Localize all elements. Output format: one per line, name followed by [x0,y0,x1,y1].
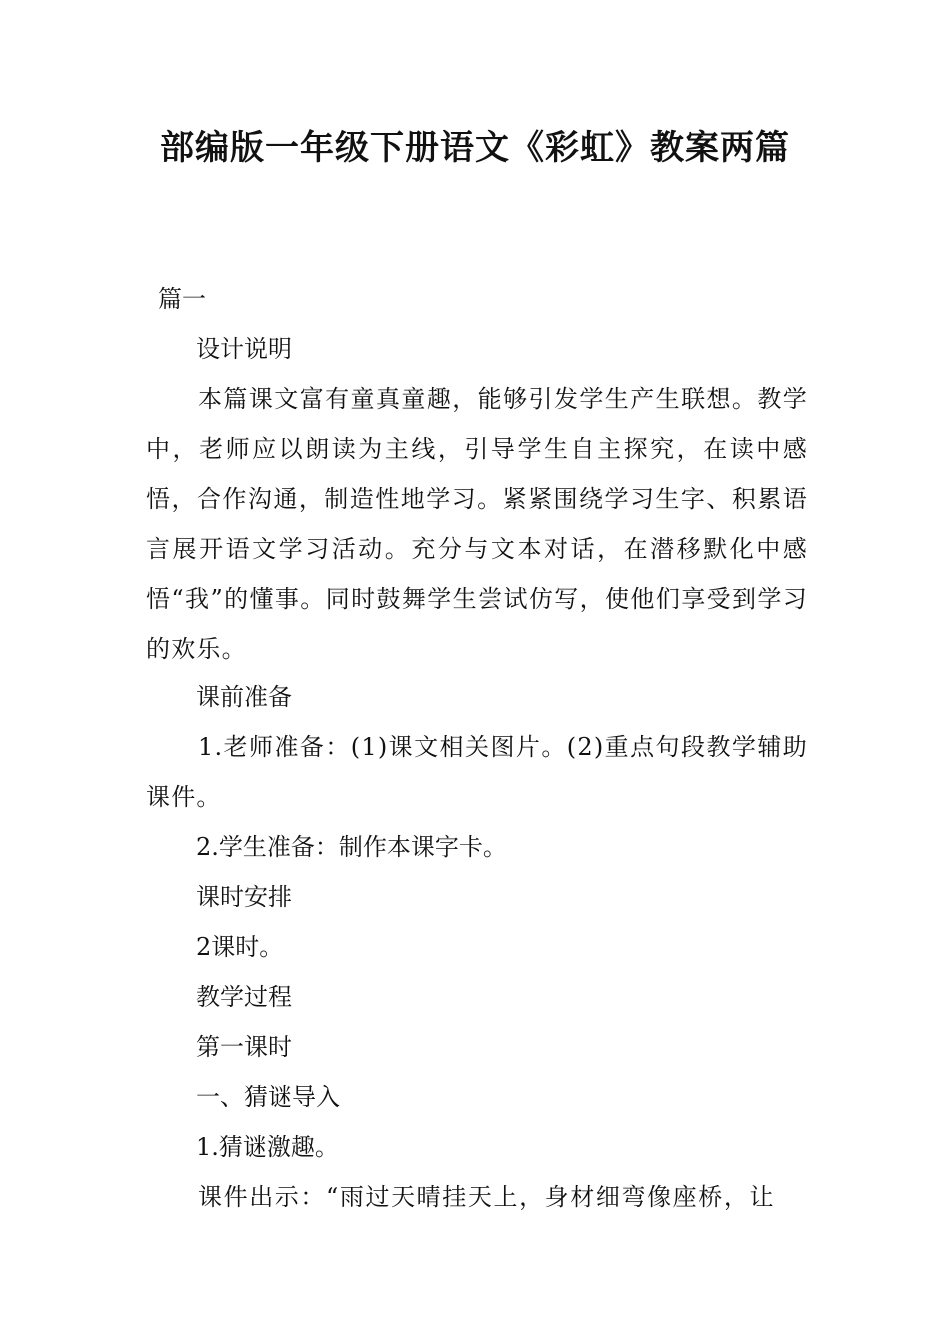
prep-heading: 课前准备 [196,683,292,711]
lesson-one-heading: 第一课时 [196,1033,292,1061]
prep-student: 2.学生准备：制作本课字卡。 [196,833,507,861]
step-one-item: 1.猜谜激趣。 [196,1133,339,1161]
document-title: 部编版一年级下册语文《彩虹》教案两篇 [160,128,790,168]
design-paragraph: 本篇课文富有童真童趣，能够引发学生产生联想。教学中，老师应以朗读为主线，引导学生自主探究，在读中感悟，合作沟通，制造性地学习。紧紧围绕学习生字、积累语言展开语文学习活动。充分与文本对话，在潜移默化中感悟“我”的懂事。同时鼓舞学生尝试仿写，使他们享受到学习的欢乐。 [146,385,808,663]
schedule-value: 2课时。 [196,933,284,961]
section-label: 篇一 [158,285,206,313]
schedule-heading: 课时安排 [196,883,292,911]
step-one-heading: 一、猜谜导入 [196,1083,340,1111]
prep-teacher: 1.老师准备：(1)课文相关图片。(2)重点句段教学辅助课件。 [146,733,808,811]
design-heading: 设计说明 [196,335,292,363]
courseware-line: 课件出示：“雨过天晴挂天上，身材细弯像座桥，让 [198,1183,776,1211]
process-heading: 教学过程 [196,983,292,1011]
